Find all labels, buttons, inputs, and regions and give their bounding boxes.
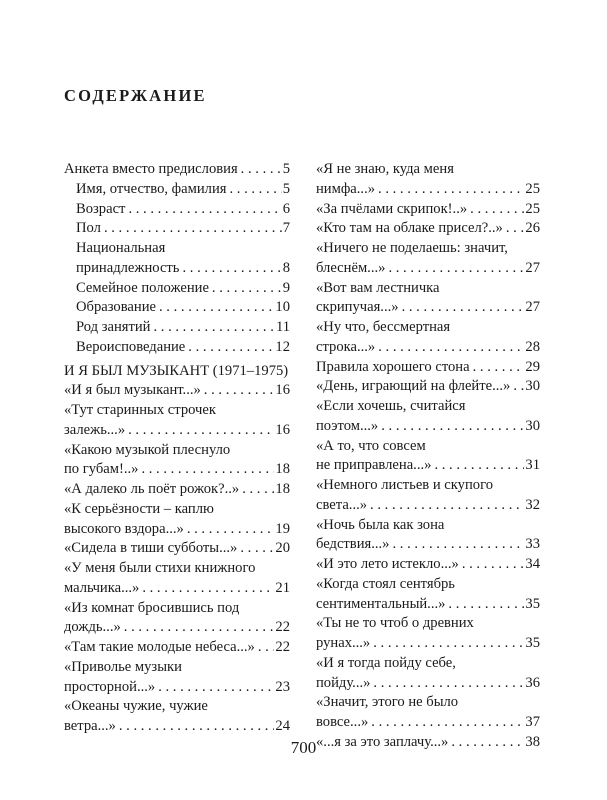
dot-leader <box>373 634 524 654</box>
toc-entry-page: 34 <box>525 556 540 572</box>
toc-entry-title: «Сидела в тиши субботы...» <box>64 540 238 557</box>
toc-entry-title-line: «Вот вам лестничка <box>316 279 440 296</box>
dot-leader <box>448 595 524 615</box>
dot-leader <box>370 496 524 516</box>
toc-entry[interactable] <box>64 200 290 220</box>
toc-entry-row <box>64 381 290 401</box>
toc-entry-row <box>316 338 540 358</box>
dot-leader <box>388 259 524 279</box>
dot-leader <box>378 338 524 358</box>
toc-entry-row <box>64 421 290 441</box>
toc-entry-title: Пол <box>76 220 101 237</box>
toc-entry-title: скрипучая...» <box>316 299 399 316</box>
dot-leader <box>392 535 524 555</box>
toc-entry-row <box>64 539 290 559</box>
toc-entry-title-line: «Я не знаю, куда меня <box>316 161 454 177</box>
toc-entry-title: блеснём...» <box>316 259 386 276</box>
toc-entry-title-line: «Если хочешь, считайся <box>316 398 466 414</box>
toc-entry-title: «Там такие молодые небеса...» <box>64 639 255 655</box>
toc-entry-page: 16 <box>275 421 290 438</box>
toc-entry-page: 18 <box>275 481 290 497</box>
toc-entry-page: 12 <box>275 338 290 355</box>
toc-entry-page: 7 <box>282 220 290 237</box>
toc-entry-row <box>64 717 290 737</box>
dot-leader <box>119 717 275 737</box>
page-number: 700 <box>290 738 317 757</box>
toc-entry-page: 32 <box>525 496 540 513</box>
toc-entry-row <box>316 180 540 200</box>
toc-entry-row <box>76 338 290 358</box>
toc-entry[interactable] <box>316 160 540 200</box>
toc-entry[interactable] <box>64 298 290 318</box>
toc-entry-title-line: «Ночь была как зона <box>316 516 445 533</box>
toc-entry[interactable] <box>64 500 290 540</box>
toc-entry-page: 37 <box>525 714 540 730</box>
toc-entry-title: мальчика...» <box>64 579 140 596</box>
toc-entry-page: 8 <box>282 259 290 276</box>
toc-entry-title: залежь...» <box>64 421 126 438</box>
toc-entry-title: «День, играющий на флейте...» <box>316 378 511 395</box>
toc-entry-title: Анкета вместо предисловия <box>64 161 238 177</box>
dot-leader <box>229 180 281 200</box>
dot-leader <box>104 219 282 239</box>
dot-leader <box>159 298 274 318</box>
toc-entry-row <box>76 318 290 338</box>
toc-entry-title: высокого вздора...» <box>64 520 184 537</box>
toc-entry[interactable] <box>64 338 290 358</box>
toc-entry[interactable] <box>316 693 540 733</box>
toc-entry-title: не приправлена...» <box>316 457 432 474</box>
toc-entry-row <box>316 358 540 378</box>
toc-entry-title: света...» <box>316 496 368 513</box>
toc-entry-title: «За пчёлами скрипок!..» <box>316 200 468 217</box>
toc-entry-title: ветра...» <box>64 718 116 734</box>
toc-entry-row <box>316 377 540 397</box>
toc-entry-page: 26 <box>525 220 540 237</box>
toc-group-musician <box>64 381 290 737</box>
toc-entry-title: принадлежность <box>76 259 180 276</box>
toc-entry-title: Род занятий <box>76 319 151 335</box>
toc-entry[interactable] <box>316 358 540 378</box>
dot-leader <box>128 421 274 441</box>
toc-entry-title: «Кто там на облаке присел?..» <box>316 220 503 237</box>
dot-leader <box>212 279 282 299</box>
toc-entry-title-line: «А то, что совсем <box>316 437 426 454</box>
toc-entry-title: строка...» <box>316 338 376 355</box>
toc-entry-title-line: «Когда стоял сентябрь <box>316 575 455 592</box>
toc-entry-title: дождь...» <box>64 619 121 636</box>
toc-entry-page: 24 <box>275 718 290 734</box>
toc-entry[interactable] <box>316 476 540 516</box>
toc-entry-title: «...я за это заплачу...» <box>316 733 449 750</box>
toc-entry-title-line: «К серьёзности – каплю <box>64 500 214 517</box>
toc-entry-page: 10 <box>275 299 290 316</box>
toc-entry[interactable] <box>64 559 290 599</box>
toc-entry[interactable] <box>64 239 290 279</box>
toc-entry-page: 35 <box>525 595 540 612</box>
toc-entry-title: вовсе...» <box>316 714 369 730</box>
toc-entry[interactable] <box>64 401 290 441</box>
dot-leader <box>124 618 275 638</box>
toc-entry-row <box>316 595 540 615</box>
toc-entry-row <box>316 259 540 279</box>
toc-entry-title: нимфа...» <box>316 180 376 197</box>
toc-entry-row <box>76 219 290 239</box>
toc-entry-row <box>316 298 540 318</box>
toc-entry-title: Возраст <box>76 200 126 217</box>
toc-entry-page: 11 <box>275 319 290 335</box>
dot-leader <box>378 180 524 200</box>
toc-entry-page: 22 <box>275 619 290 636</box>
toc-entry-row <box>316 535 540 555</box>
toc-entry[interactable] <box>316 575 540 615</box>
toc-entry-page: 5 <box>282 180 290 197</box>
toc-entry[interactable] <box>64 279 290 299</box>
toc-group-musician-continued <box>316 160 540 753</box>
dot-leader <box>182 259 281 279</box>
toc-entry-page: 29 <box>525 358 540 375</box>
toc-entry[interactable] <box>64 599 290 639</box>
dot-leader <box>141 460 274 480</box>
toc-entry-title-line: «Приволье музыки <box>64 658 182 675</box>
toc-entry[interactable] <box>316 239 540 279</box>
toc-entry[interactable] <box>64 180 290 200</box>
toc-entry-page: 27 <box>525 259 540 276</box>
toc-entry-page: 20 <box>275 540 290 557</box>
toc-entry[interactable] <box>64 219 290 239</box>
toc-entry-row <box>76 200 290 220</box>
dot-leader <box>128 200 281 220</box>
toc-entry-page: 30 <box>525 378 540 395</box>
toc-entry-title: рунах...» <box>316 635 371 651</box>
toc-entry[interactable] <box>64 638 290 658</box>
toc-entry-title: сентиментальный...» <box>316 595 446 612</box>
toc-entry[interactable] <box>64 441 290 481</box>
dot-leader <box>240 539 274 559</box>
dot-leader <box>462 555 525 575</box>
page-title: СОДЕРЖАНИЕ <box>64 86 207 105</box>
toc-entry-title: просторной...» <box>64 678 156 695</box>
toc-entry-row <box>64 520 290 540</box>
toc-entry[interactable] <box>64 539 290 559</box>
toc-entry-title-line: «Океаны чужие, чужие <box>64 698 208 715</box>
dot-leader <box>188 338 274 358</box>
toc-entry-row <box>316 674 540 694</box>
dot-leader <box>470 200 524 220</box>
toc-entry-page: 25 <box>525 180 540 197</box>
toc-entry-title: «И я был музыкант...» <box>64 382 201 399</box>
toc-entry-title: Семейное положение <box>76 279 209 296</box>
toc-group-questionnaire <box>64 160 290 358</box>
toc-entry-title: бедствия...» <box>316 536 390 553</box>
dot-leader <box>373 674 524 694</box>
toc-entry[interactable] <box>316 318 540 358</box>
toc-entry-row <box>64 460 290 480</box>
toc-entry-page: 30 <box>525 417 540 434</box>
dot-leader <box>371 713 524 733</box>
toc-entry-title-line: «И я тогда пойду себе, <box>316 654 456 671</box>
dot-leader <box>473 358 525 378</box>
toc-entry-page: 35 <box>525 635 540 651</box>
dot-leader <box>187 520 275 540</box>
dot-leader <box>142 579 274 599</box>
toc-entry[interactable] <box>64 697 290 737</box>
toc-entry[interactable] <box>316 654 540 694</box>
dot-leader <box>381 417 524 437</box>
toc-entry[interactable] <box>316 614 540 654</box>
toc-entry-row <box>64 618 290 638</box>
toc-entry-page: 25 <box>525 200 540 217</box>
toc-entry-row <box>316 219 540 239</box>
toc-entry-row <box>316 417 540 437</box>
toc-entry-row <box>316 456 540 476</box>
toc-entry-page: 28 <box>525 338 540 355</box>
toc-entry-row <box>316 200 540 220</box>
toc-entry-title-line: Национальная <box>76 240 166 256</box>
toc-entry-row <box>316 496 540 516</box>
dot-leader <box>506 219 525 239</box>
toc-entry-row <box>64 160 290 180</box>
toc-entry-page: 33 <box>525 536 540 553</box>
toc-entry-title-line: «Какою музыкой плеснуло <box>64 441 231 458</box>
dot-leader <box>434 456 524 476</box>
toc-entry-row <box>64 638 290 658</box>
toc-entry[interactable] <box>64 318 290 338</box>
toc-right-column <box>316 160 540 753</box>
toc-entry-title: Образование <box>76 299 156 316</box>
dot-leader <box>402 298 525 318</box>
toc-entry-title: Правила хорошего стона <box>316 358 470 375</box>
toc-entry[interactable] <box>316 279 540 319</box>
toc-entry[interactable] <box>316 516 540 556</box>
toc-entry-page: 31 <box>525 457 540 474</box>
toc-entry-row <box>76 279 290 299</box>
toc-entry-row <box>76 180 290 200</box>
toc-entry-title: по губам!..» <box>64 461 139 478</box>
toc-entry-page: 21 <box>275 579 290 596</box>
toc-entry-title-line: «У меня были стихи книжного <box>64 560 256 576</box>
dot-leader <box>158 678 274 698</box>
toc-entry-row <box>64 579 290 599</box>
toc-entry-row <box>64 480 290 500</box>
toc-entry-title: «А далеко ль поёт рожок?..» <box>64 481 240 497</box>
toc-entry-page: 19 <box>275 520 290 537</box>
dot-leader <box>153 318 274 338</box>
toc-entry-row <box>316 555 540 575</box>
toc-entry-row <box>76 298 290 318</box>
toc-entry-page: 5 <box>282 161 290 177</box>
toc-left-column <box>64 160 290 737</box>
toc-entry[interactable] <box>64 381 290 401</box>
toc-entry-row <box>316 713 540 733</box>
toc-entry-page: 16 <box>275 382 290 399</box>
toc-entry-title: поэтом...» <box>316 417 379 434</box>
toc-entry-row <box>76 259 290 279</box>
toc-entry-page: 9 <box>282 279 290 296</box>
toc-entry-title: пойду...» <box>316 674 371 691</box>
toc-entry[interactable] <box>316 555 540 575</box>
toc-entry[interactable] <box>316 377 540 397</box>
section-heading: И Я БЫЛ МУЗЫКАНТ (1971–1975) <box>64 362 289 379</box>
dot-leader <box>242 480 274 500</box>
toc-entry-page: 36 <box>525 674 540 691</box>
toc-entry-page: 6 <box>282 200 290 217</box>
toc-entry-title: Имя, отчество, фамилия <box>76 180 227 197</box>
toc-entry[interactable] <box>316 219 540 239</box>
toc-entry[interactable] <box>316 200 540 220</box>
toc-entry-title-line: «Значит, этого не было <box>316 694 459 711</box>
toc-entry[interactable] <box>64 160 290 180</box>
toc-entry-row <box>316 634 540 654</box>
toc-entry-title-line: «Ну что, бессмертная <box>316 319 451 335</box>
toc-entry[interactable] <box>64 658 290 698</box>
toc-entry-title-line: «Тут старинных строчек <box>64 402 216 418</box>
toc-entry-title-line: «Из комнат бросившись под <box>64 599 240 616</box>
toc-entry[interactable] <box>316 437 540 477</box>
toc-entry-title: Вероисповедание <box>76 338 186 355</box>
dot-leader <box>204 381 275 401</box>
toc-entry-row <box>64 678 290 698</box>
toc-entry-title-line: «Ничего не поделаешь: значит, <box>316 240 508 256</box>
toc-entry-page: 27 <box>525 299 540 316</box>
toc-entry-page: 22 <box>275 639 290 655</box>
toc-entry-title-line: «Ты не то чтоб о древних <box>316 615 474 632</box>
toc-entry-title-line: «Немного листьев и скупого <box>316 477 493 493</box>
toc-entry-page: 18 <box>275 461 290 478</box>
dot-leader <box>513 377 524 397</box>
toc-entry[interactable] <box>64 480 290 500</box>
toc-entry-page: 23 <box>275 678 290 695</box>
toc-entry[interactable] <box>316 397 540 437</box>
dot-leader <box>241 160 282 180</box>
dot-leader <box>258 638 275 658</box>
toc-entry-title: «И это лето истекло...» <box>316 556 459 572</box>
toc-entry-page: 38 <box>525 733 540 750</box>
